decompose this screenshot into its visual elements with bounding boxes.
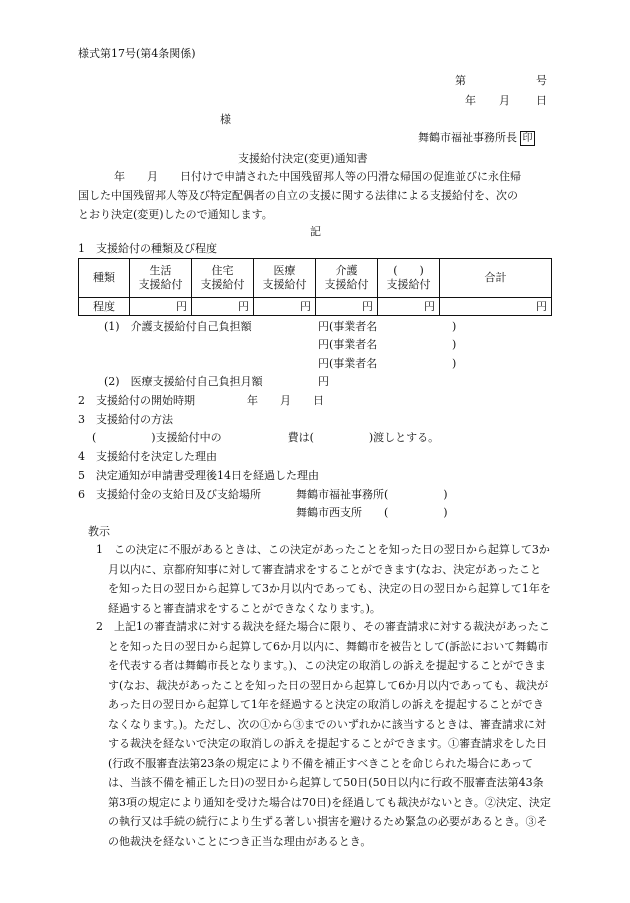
care-vendor-2-close: ) xyxy=(452,338,457,351)
care-vendor-3-close: ) xyxy=(452,357,457,370)
cell-medical-yen: 円 xyxy=(254,298,316,316)
cell-living-yen: 円 xyxy=(130,298,192,316)
kyoji-heading: 教示 xyxy=(88,525,110,538)
form-number: 様式第17号(第4条関係) xyxy=(78,47,196,60)
benefit-table xyxy=(78,258,552,316)
issuer-line xyxy=(418,131,535,146)
number-go: 号 xyxy=(536,74,547,87)
header-kind: 種類 xyxy=(79,259,130,298)
start-date: 年 月 日 xyxy=(247,394,324,407)
care-vendor-3: 円(事業者名 xyxy=(318,357,378,370)
number-dai: 第 xyxy=(455,74,466,87)
header-medical: 医療 支援給付 xyxy=(254,259,316,298)
section-4-heading: 4 支援給付を決定した理由 xyxy=(78,450,217,463)
care-copay-label: (1) 介護支援給付自己負担額 xyxy=(104,320,252,333)
intro-line-1: 年 月 日付けで申請された中国残留邦人等の円滑な帰国の促進並びに永住帰 xyxy=(114,170,521,183)
header-living: 生活 支援給付 xyxy=(130,259,192,298)
payment-method-line: ( )支援給付中の 費は( )渡しとする。 xyxy=(92,431,440,444)
intro-line-2: 国した中国残留邦人等及び特定配偶者の自立の支援に関する法律による支援給付を、次の xyxy=(78,189,518,202)
care-vendor-2: 円(事業者名 xyxy=(318,338,378,351)
cell-care-yen: 円 xyxy=(316,298,378,316)
cell-housing-yen: 円 xyxy=(192,298,254,316)
seal-mark: 印 xyxy=(520,131,535,146)
table-row xyxy=(79,298,552,316)
date-year: 年 xyxy=(465,94,476,107)
payment-place-2: 舞鶴市西支所 ( ) xyxy=(296,506,448,519)
addressee-suffix: 様 xyxy=(220,113,231,126)
row-label-degree: 程度 xyxy=(79,298,130,316)
ki-heading: 記 xyxy=(310,225,321,238)
section-5-heading: 5 決定通知が申請書受理後14日を経過した理由 xyxy=(78,469,319,482)
notice-paragraph-2: 2 上記1の審査請求に対する裁決を経た場合に限り、その審査請求に対する裁決があったことを知った日の翌日から起算して6か月以内に、舞鶴市を被告として(訴訟において舞鶴市を代表する者は舞鶴市長となります。)、この決定の取消しの訴えを提起することができます(なお、裁決があったことを知った日の翌日から起算して6か月以内であっても、裁決があった日の翌日から起算して1年を経過すると決定の取消しの訴えを提起することができなくなります。)。ただし、次の①から③までのいずれかに該当するときは、審査請求に対する裁決を経ないで決定の取消しの訴えを提起することができます。①審査請求をした日(行政不服審査法第23条の規定により不備を補正すべきことを命じられた場合にあっては、当該不備を補正した日)の翌日から起算して50日(50日以内に行政不服審査法第43条第3項の規定により通知を受けた場合は70日)を経過しても裁決がないとき。②決定、決定の執行又は手続の続行により生ずる著しい損害を避けるため緊急の必要があるとき。③その他裁決を経ないことにつき正当な理由があるとき。 xyxy=(96,620,551,848)
table-header-row xyxy=(79,259,552,298)
medical-copay-yen: 円 xyxy=(318,375,329,388)
section-3-heading: 3 支援給付の方法 xyxy=(78,413,173,426)
medical-copay-label: (2) 医療支援給付自己負担月額 xyxy=(104,375,263,388)
date-month: 月 xyxy=(499,94,510,107)
header-other: ( ) 支援給付 xyxy=(378,259,440,298)
cell-other-yen: 円 xyxy=(378,298,440,316)
document-title: 支援給付決定(変更)通知書 xyxy=(238,152,368,165)
cell-total-yen: 円 xyxy=(440,298,552,316)
intro-line-3: とおり決定(変更)したので通知します。 xyxy=(78,208,273,221)
issuer-name: 舞鶴市福祉事務所長 xyxy=(418,131,517,144)
section-2-heading: 2 支援給付の開始時期 xyxy=(78,394,195,407)
care-vendor-1-close: ) xyxy=(452,320,457,333)
header-care: 介護 支援給付 xyxy=(316,259,378,298)
section-1-heading: 1 支援給付の種類及び程度 xyxy=(78,242,217,255)
section-6-heading: 6 支援給付金の支給日及び支給場所 xyxy=(78,488,261,501)
care-vendor-1: 円(事業者名 xyxy=(318,320,378,333)
date-day: 日 xyxy=(536,94,547,107)
header-total: 合計 xyxy=(440,259,552,298)
notice-paragraph-1: 1 この決定に不服があるときは、この決定があったことを知った日の翌日から起算して3か月以内に、京都府知事に対して審査請求をすることができます(なお、決定があったことを知った日の翌日から起算して3か月以内であっても、決定の日の翌日から起算して1年を経過すると審査請求をすることができなくなります。)。 xyxy=(96,543,551,615)
payment-place-1: 舞鶴市福祉事務所( ) xyxy=(296,488,448,501)
header-housing: 住宅 支援給付 xyxy=(192,259,254,298)
